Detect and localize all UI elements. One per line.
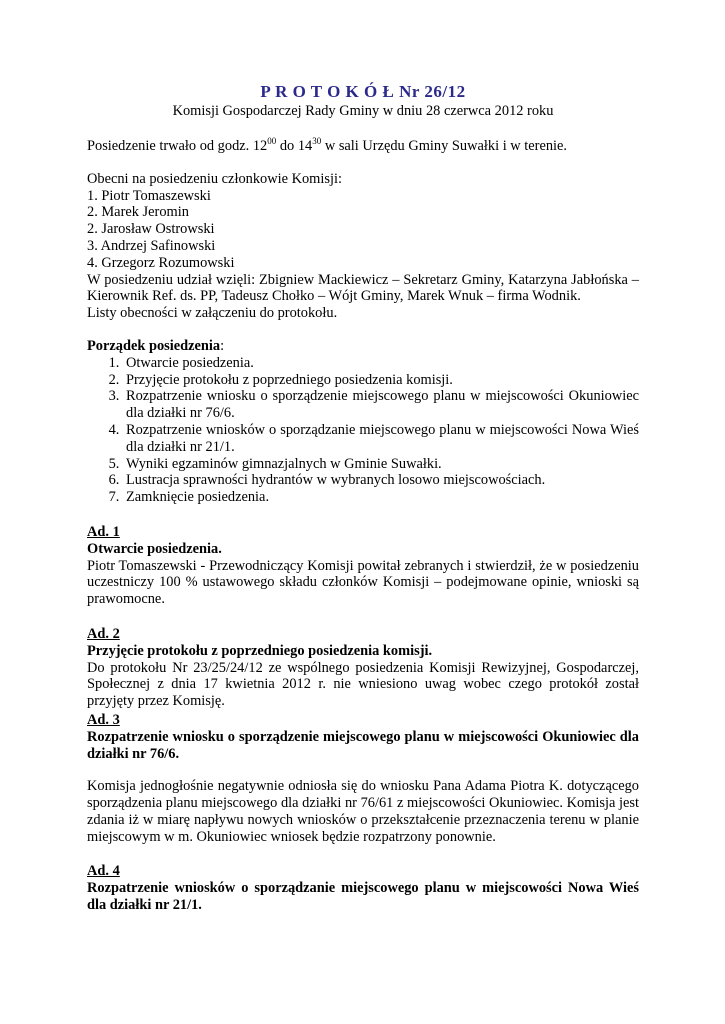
guests-paragraph: W posiedzeniu udział wzięli: Zbigniew Mackiewicz – Sekretarz Gminy, Katarzyna Jabłońska – Kierownik Ref. ds. PP, Tadeusz Chołko – Wójt Gminy, Marek Wnuk – firma Wodnik. bbox=[87, 271, 639, 305]
member-item: 2. Jarosław Ostrowski bbox=[87, 221, 215, 238]
member-item: 4. Grzegorz Rozumowski bbox=[87, 254, 235, 271]
section-title: Rozpatrzenie wniosku o sporządzenie miejscowego planu w miejscowości Okuniowiec dla działki nr 76/6. bbox=[87, 728, 639, 762]
section-body: Piotr Tomaszewski - Przewodniczący Komisji powitał zebranych i stwierdził, że w posiedzeniu uczestniczy 100 % ustawowego składu członków Komisji – podejmowane opinie, wnioski są prawomocne. bbox=[87, 557, 639, 608]
section-body: Do protokołu Nr 23/25/24/12 ze wspólnego posiedzenia Komisji Rewizyjnej, Gospodarczej, Społecznej z dnia 17 kwietnia 2012 r. nie wniesiono uwag wobec czego protokół został przyjęty przez Komisję. bbox=[87, 659, 639, 710]
section-label: Ad. 3 bbox=[87, 711, 120, 728]
section-ad4 bbox=[87, 863, 639, 913]
members-heading: Obecni na posiedzeniu członkowie Komisji: bbox=[87, 170, 342, 187]
document-title: P R O T O K Ó Ł Nr 26/12 bbox=[260, 82, 466, 101]
agenda-item: 5. Wyniki egzaminów gimnazjalnych w Gminie Suwałki. bbox=[123, 456, 639, 473]
agenda-list bbox=[87, 355, 639, 506]
agenda-item: 1. Otwarcie posiedzenia. bbox=[123, 355, 639, 372]
section-title: Rozpatrzenie wniosków o sporządzanie miejscowego planu w miejscowości Nowa Wieś dla działki nr 21/1. bbox=[87, 880, 639, 914]
section-label: Ad. 2 bbox=[87, 625, 120, 642]
member-item: 3. Andrzej Safinowski bbox=[87, 237, 216, 254]
section-title: Otwarcie posiedzenia. bbox=[87, 540, 222, 557]
agenda-item: 2. Przyjęcie protokołu z poprzedniego posiedzenia komisji. bbox=[123, 372, 639, 389]
agenda-item: 3. Rozpatrzenie wniosku o sporządzenie miejscowego planu w miejscowości Okuniowiec dla działki nr 76/6. bbox=[123, 388, 639, 422]
agenda-item: 4. Rozpatrzenie wniosków o sporządzanie miejscowego planu w miejscowości Nowa Wieś dla działki nr 21/1. bbox=[123, 422, 639, 456]
document-subtitle: Komisji Gospodarczej Rady Gminy w dniu 28 czerwca 2012 roku bbox=[172, 103, 554, 119]
section-label: Ad. 1 bbox=[87, 523, 120, 540]
member-item: 1. Piotr Tomaszewski bbox=[87, 187, 211, 204]
meeting-duration: Posiedzenie trwało od godz. $12^{00}$ do $14^{30}$ w sali Urzędu Gminy Suwałki i w terenie. bbox=[87, 136, 568, 154]
agenda-item: 6. Lustracja sprawności hydrantów w wybranych losowo miejscowościach. bbox=[123, 472, 639, 489]
attendance-note: Listy obecności w załączeniu do protokołu. bbox=[87, 305, 338, 322]
section-ad2 bbox=[87, 626, 639, 710]
section-label: Ad. 4 bbox=[87, 863, 120, 880]
agenda-item: 7. Zamknięcie posiedzenia. bbox=[123, 489, 639, 506]
agenda-heading: Porządek posiedzenia: bbox=[87, 337, 225, 354]
member-item: 2. Marek Jeromin bbox=[87, 204, 189, 221]
document-page bbox=[87, 82, 639, 914]
section-ad3 bbox=[87, 712, 639, 846]
section-title: Przyjęcie protokołu z poprzedniego posiedzenia komisji. bbox=[87, 642, 433, 659]
section-ad1 bbox=[87, 524, 639, 608]
section-body: Komisja jednogłośnie negatywnie odniosła się do wniosku Pana Adama Piotra K. dotyczącego sporządzenia planu miejscowego dla działki nr 76/61 z miejscowości Okuniowiec. Komisja jest zdania iż w miarę napływu nowych wniosków o przekształcenie przeznaczenia terenu w planie miejscowym w m. Okuniowiec wniosek będzie rozpatrzony ponownie. bbox=[87, 778, 639, 845]
